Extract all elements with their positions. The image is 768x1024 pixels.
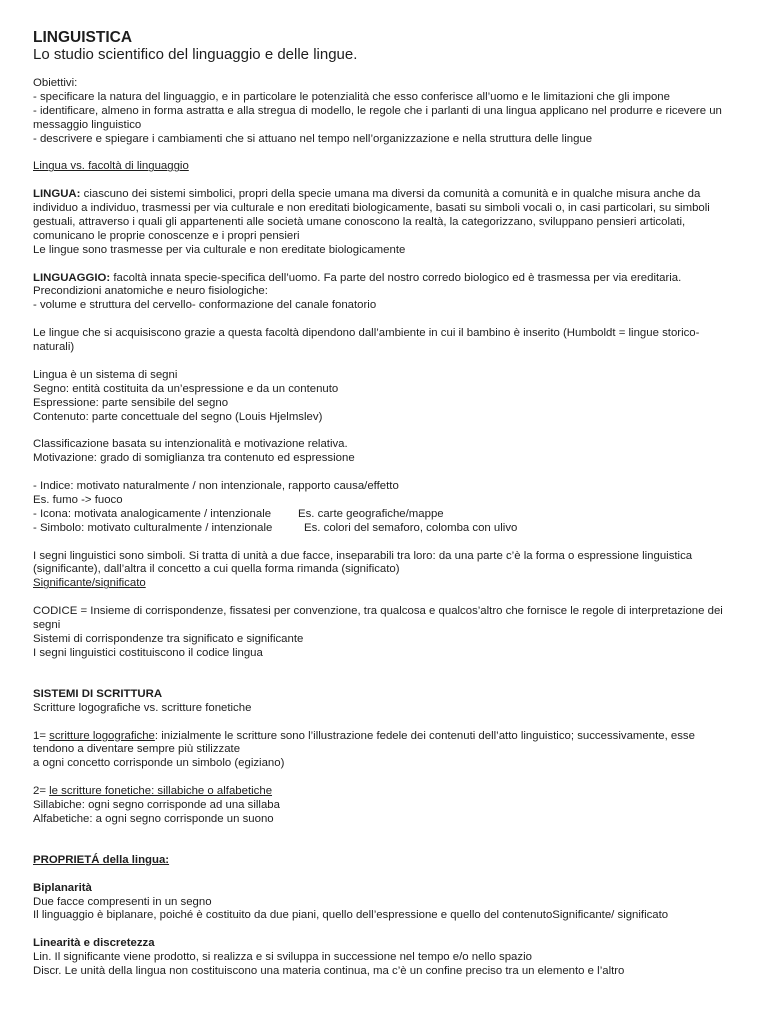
lingua-text: ciascuno dei sistemi simbolici, propri della specie umana ma diversi da comunità a comunità e in qualche misura anche da individuo a individuo, trasmessi per via culturale e non ereditati biologicamente, basati su simboli vocali o, in casi particolari, su simboli gestuali, attraverso i quali gli appartenenti alle società umane conoscono la realtà, la categorizzano, sviluppano pensieri articolati, comunicano le proprie conoscenze e i propri pensieri xyxy=(33,188,710,242)
linearita-line: Lin. Il significante viene prodotto, si realizza e si sviluppa in successione nel tempo e/o nello spazio xyxy=(33,951,532,964)
lingua-vs-heading: Lingua vs. facoltà di linguaggio xyxy=(33,160,189,173)
lingua-note: Le lingue sono trasmesse per via culturale e non ereditate biologicamente xyxy=(33,243,406,256)
humboldt-paragraph: Le lingue che si acquisiscono grazie a questa facoltà dipendono dall’ambiente in cui il bambino è inserito (Humboldt = lingue storico-naturali) xyxy=(33,327,700,354)
precondizioni: Precondizioni anatomiche e neuro fisiologiche: xyxy=(33,285,268,298)
scrittura-sub: Scritture logografiche vs. scritture fonetiche xyxy=(33,701,252,714)
simbolo-line xyxy=(33,522,738,536)
segni-line: Contenuto: parte concettuale del segno (Louis Hjelmslev) xyxy=(33,410,323,423)
simbolo-example: Es. colori del semaforo, colomba con ulivo xyxy=(304,521,518,534)
biplanarita-title-text: Biplanarità xyxy=(33,881,92,894)
icona-text: - Icona: motivata analogicamente / intenzionale xyxy=(33,507,272,520)
linearita-line: Discr. Le unità della lingua non costituiscono una materia continua, ma c’è un confine preciso tra un elemento e l’altro xyxy=(33,965,625,978)
precondizioni-item: - volume e struttura del cervello- conformazione del canale fonatorio xyxy=(33,299,377,312)
logografiche-paragraph xyxy=(33,730,738,758)
lingua-term: LINGUA: xyxy=(33,188,81,201)
linguaggio-definition xyxy=(33,272,738,286)
proprieta-rest: della lingua: xyxy=(99,853,170,866)
simbolo-text: - Simbolo: motivato culturalmente / intenzionale xyxy=(33,521,273,534)
proprieta-heading xyxy=(33,854,738,868)
logografiche-label: scritture logografiche xyxy=(49,729,155,742)
indice-line: - Indice: motivato naturalmente / non intenzionale, rapporto causa/effetto xyxy=(33,480,399,493)
segni-line: Lingua è un sistema di segni xyxy=(33,368,178,381)
segni-line: Espressione: parte sensibile del segno xyxy=(33,396,229,409)
classificazione-line: Motivazione: grado di somiglianza tra contenuto ed espressione xyxy=(33,452,355,465)
page-subtitle: Lo studio scientifico del linguaggio e delle lingue. xyxy=(33,46,358,63)
obiettivi-heading: Obiettivi: xyxy=(33,76,78,89)
biplanarita-title xyxy=(33,882,738,896)
linguaggio-term: LINGUAGGIO: xyxy=(33,271,111,284)
classificazione-line: Classificazione basata su intenzionalità e motivazione relativa. xyxy=(33,438,348,451)
page-title: LINGUISTICA xyxy=(33,29,133,46)
lingua-definition xyxy=(33,188,738,244)
significante-label: Significante/significato xyxy=(33,577,146,590)
obiettivo-item: - descrivere e spiegare i cambiamenti che si attuano nel tempo nell’organizzazione e nella struttura delle lingue xyxy=(33,132,593,145)
linguaggio-text: facoltà innata specie-specifica dell’uomo. Fa parte del nostro corredo biologico ed è trasmessa per via ereditaria. xyxy=(110,271,682,284)
proprieta-bold: PROPRIETÁ xyxy=(33,853,100,866)
p1-prefix: 1= xyxy=(33,729,50,742)
linearita-title-text: Linearità e discretezza xyxy=(33,937,155,950)
obiettivo-item: - specificare la natura del linguaggio, e in particolare le potenzialità che esso conferisce all’uomo e le limitazioni che gli impone xyxy=(33,90,670,103)
icona-line xyxy=(33,508,738,522)
logografiche-text: : inizialmente le scritture sono l’illustrazione fedele dei contenuti dell’atto linguistico; successivamente, esse tendono a diventare sempre più stilizzate xyxy=(33,729,695,756)
fonetiche-label: le scritture fonetiche: sillabiche o alfabetiche xyxy=(49,785,273,798)
segni-line: Segno: entità costituita da un’espressione e da un contenuto xyxy=(33,382,339,395)
biplanarita-line: Il linguaggio è biplanare, poiché è costituito da due piani, quello dell’espressione e quello del contenutoSignificante/ significato xyxy=(33,909,669,922)
linearita-title xyxy=(33,937,738,951)
codice-line: Sistemi di corrispondenze tra significato e significante xyxy=(33,633,304,645)
indice-example: Es. fumo -> fuoco xyxy=(33,493,123,506)
p2-prefix: 2= xyxy=(33,785,50,798)
obiettivo-item: - identificare, almeno in forma astratta e alla stregua di modello, le regole che i parlanti di una lingua applicano nel produrre e ricevere un messaggio linguistico xyxy=(33,104,722,131)
sillabiche-line: Sillabiche: ogni segno corrisponde ad una sillaba xyxy=(33,799,280,812)
scrittura-heading: SISTEMI DI SCRITTURA xyxy=(33,687,163,700)
segni-linguistici-paragraph: I segni linguistici sono simboli. Si tratta di unità a due facce, inseparabili tra loro: da una parte c’è la forma o espressione linguistica (significante), dall’altra il concetto a cui quella forma rimanda (significato) xyxy=(33,549,693,576)
document-page xyxy=(33,30,738,979)
fonetiche-line xyxy=(33,785,738,799)
alfabetiche-line: Alfabetiche: a ogni segno corrisponde un suono xyxy=(33,812,274,825)
icona-example: Es. carte geografiche/mappe xyxy=(298,507,444,520)
logografiche-line2: a ogni concetto corrisponde un simbolo (egiziano) xyxy=(33,757,285,770)
codice-line: I segni linguistici costituiscono il codice lingua xyxy=(33,646,263,659)
codice-line: CODICE = Insieme di corrispondenze, fissatesi per convenzione, tra qualcosa e qualcos’altro che fornisce le regole di interpretazione dei segni xyxy=(33,605,723,632)
biplanarita-line: Due facce compresenti in un segno xyxy=(33,895,212,908)
